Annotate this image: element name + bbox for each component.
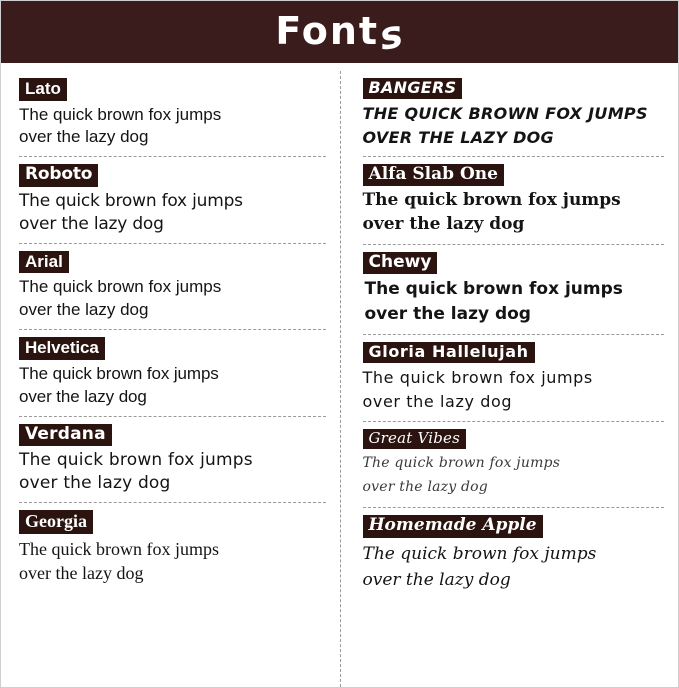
font-sample — [363, 452, 665, 500]
font-sample — [19, 276, 326, 322]
font-sample — [363, 366, 665, 414]
font-name-label: Great Vibes — [363, 429, 467, 449]
font-entry-alfa-slab-one — [363, 156, 665, 237]
font-sample-line: The quick brown fox jumps — [364, 279, 623, 300]
page-title-main: Font — [275, 9, 380, 53]
font-name-label: Homemade Apple — [363, 515, 543, 538]
column-left — [1, 71, 340, 687]
font-sample-line: OVER THE LAZY DOG — [362, 127, 554, 147]
font-sample-line: The quick brown fox jumps — [362, 190, 621, 211]
font-entry-chewy — [363, 244, 665, 327]
font-entry-gloria-hallelujah — [363, 334, 665, 414]
page-title — [275, 9, 409, 59]
font-sample — [19, 363, 326, 409]
font-name-label: Gloria Hallelujah — [363, 342, 535, 363]
font-name-label: Arial — [19, 251, 69, 274]
font-name-label: Lato — [19, 78, 67, 101]
font-sample — [363, 189, 665, 237]
font-entry-lato — [19, 71, 326, 149]
font-sample-line: The quick brown fox jumps — [19, 363, 219, 383]
font-entry-great-vibes — [363, 421, 665, 500]
font-sample — [363, 102, 665, 148]
font-name-label: Helvetica — [19, 337, 105, 360]
font-sample-line: over the lazy dog — [19, 213, 164, 234]
font-sample-line: over the lazy dog — [362, 392, 513, 412]
font-name-label: Georgia — [19, 510, 93, 534]
font-entry-bangers — [363, 71, 665, 149]
font-sample — [363, 277, 665, 326]
font-entry-arial — [19, 243, 326, 322]
font-sample-line: The quick brown fox jumps — [19, 538, 219, 559]
font-entry-georgia — [19, 502, 326, 585]
font-sample — [19, 104, 326, 150]
font-sample-line: over the lazy dog — [362, 479, 488, 496]
font-sample — [19, 190, 326, 236]
font-name-label: Alfa Slab One — [363, 164, 504, 187]
font-sample-line: The quick brown fox jumps — [19, 104, 222, 124]
font-sample-line: The quick brown fox jumps — [362, 368, 593, 388]
font-sample-line: over the lazy dog — [362, 569, 511, 590]
font-sample-line: The quick brown fox jumps — [362, 543, 597, 564]
font-sample-line: over the lazy dog — [362, 214, 525, 235]
font-sample-line: over the lazy dog — [19, 473, 171, 494]
font-name-label: Chewy — [363, 252, 438, 275]
font-sample-line: The quick brown fox jumps — [362, 455, 561, 472]
font-sample-line: over the lazy dog — [19, 563, 144, 584]
font-name-label: Roboto — [19, 164, 98, 187]
font-sample-line: The quick brown fox jumps — [19, 450, 253, 471]
font-sample-line: over the lazy dog — [19, 300, 149, 320]
font-sample-line: over the lazy dog — [19, 127, 149, 147]
font-name-label: BANGERS — [363, 78, 463, 99]
page-title-swash: s — [376, 11, 409, 59]
font-sample — [363, 541, 665, 594]
font-sample — [19, 449, 326, 495]
column-right — [340, 71, 679, 687]
font-sample-line: THE QUICK BROWN FOX JUMPS — [362, 104, 648, 124]
font-sample-line: over the lazy dog — [364, 304, 531, 325]
font-sample-line: over the lazy dog — [19, 386, 147, 406]
font-name-label: Verdana — [19, 424, 112, 447]
font-entry-roboto — [19, 156, 326, 235]
font-entry-homemade-apple — [363, 507, 665, 593]
font-sample — [19, 537, 326, 586]
font-entry-helvetica — [19, 329, 326, 408]
font-sample-line: The quick brown fox jumps — [19, 277, 222, 297]
font-sample-line: The quick brown fox jumps — [19, 190, 243, 211]
page-header — [1, 1, 678, 63]
font-entry-verdana — [19, 416, 326, 495]
specimen-columns — [1, 63, 678, 687]
